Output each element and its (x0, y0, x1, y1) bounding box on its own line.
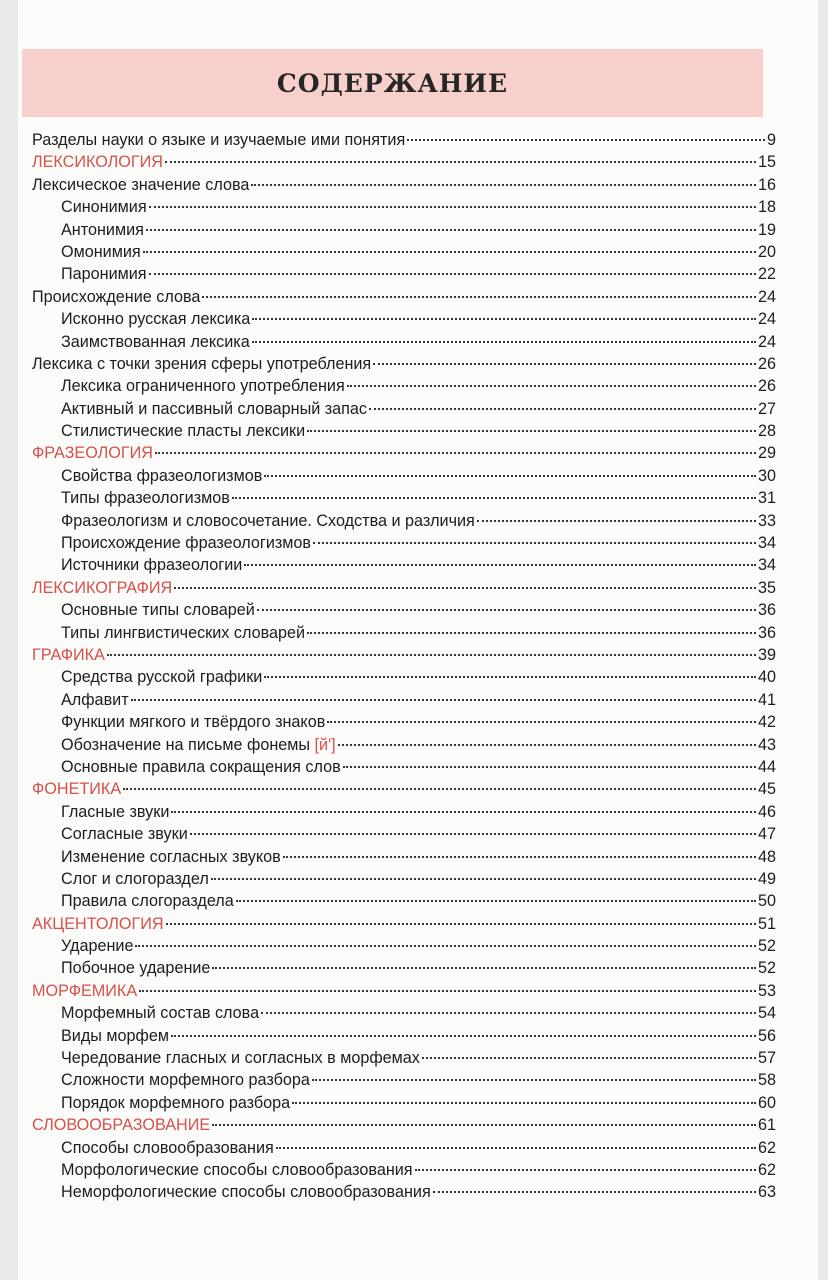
toc-page-number: 9 (766, 131, 776, 149)
leader-dots (244, 564, 756, 566)
toc-subentry[interactable] (32, 713, 776, 735)
leader-dots (307, 430, 756, 432)
toc-page-number: 27 (757, 399, 776, 418)
leader-dots (369, 408, 756, 410)
toc-subentry[interactable] (32, 1183, 776, 1205)
toc-page-number: 47 (757, 825, 776, 844)
toc-subentry[interactable] (32, 1094, 776, 1116)
toc-entry-label: Антонимия (61, 220, 144, 239)
toc-page-number: 20 (757, 242, 776, 261)
toc-subentry[interactable] (32, 1071, 776, 1093)
toc-entry-label: Происхождение слова (32, 287, 201, 306)
toc-subentry[interactable] (32, 937, 776, 959)
toc-entry-label: Алфавит (61, 690, 129, 709)
leader-dots (292, 1102, 756, 1104)
toc-page-number: 15 (757, 153, 776, 172)
leader-dots (143, 251, 756, 253)
leader-dots (276, 1147, 756, 1149)
toc-page-number: 52 (757, 937, 776, 956)
toc-entry-label: Типы фразеологизмов (61, 489, 230, 508)
toc-page-number: 49 (757, 869, 776, 888)
toc-entry-label: Чередование гласных и согласных в морфемах (61, 1049, 420, 1068)
toc-subentry[interactable] (32, 512, 776, 534)
toc-subentry[interactable] (32, 848, 776, 870)
leader-dots (433, 1191, 756, 1193)
toc-entry-label: Виды морфем (61, 1026, 170, 1045)
toc-entry[interactable] (32, 176, 776, 198)
toc-section[interactable] (32, 1116, 776, 1138)
toc-page-number: 28 (757, 422, 776, 441)
toc-entry-label: Ударение (61, 937, 134, 956)
leader-dots (252, 341, 756, 343)
toc-subentry[interactable] (32, 736, 776, 758)
page-title: СОДЕРЖАНИЕ (276, 68, 509, 98)
toc-page-number: 54 (757, 1004, 776, 1023)
toc-page-number: 60 (757, 1093, 776, 1112)
toc-entry-label: Типы лингвистических словарей (61, 623, 306, 642)
toc-subentry[interactable] (32, 467, 776, 489)
leader-dots (327, 721, 756, 723)
toc-entry-label: Согласные звуки (61, 825, 188, 844)
toc-subentry[interactable] (32, 624, 776, 646)
toc-section-label: СЛОВООБРАЗОВАНИЕ (32, 1116, 211, 1135)
toc-entry-label: Свойства фразеологизмов (61, 466, 263, 485)
toc-page-number: 39 (757, 645, 776, 664)
leader-dots (422, 1057, 756, 1059)
leader-dots (202, 296, 756, 298)
leader-dots (283, 856, 756, 858)
toc-entry-label: Гласные звуки (61, 802, 170, 821)
toc-subentry[interactable] (32, 310, 776, 332)
toc-page-number: 36 (757, 623, 776, 642)
toc-section[interactable] (32, 579, 776, 601)
toc-entry-label: Исконно русская лексика (61, 310, 251, 329)
leader-dots (149, 206, 756, 208)
leader-dots (135, 945, 756, 947)
toc-entry-label: Средства русской графики (61, 668, 263, 687)
leader-dots (347, 385, 756, 387)
toc-section[interactable] (32, 646, 776, 668)
toc-entry[interactable] (32, 355, 776, 377)
toc-subentry[interactable] (32, 825, 776, 847)
leader-dots (155, 452, 756, 454)
leader-dots (415, 1169, 756, 1171)
toc-page-number: 24 (757, 310, 776, 329)
toc-page-number: 34 (757, 556, 776, 575)
table-of-contents (32, 131, 776, 1206)
toc-subentry[interactable] (32, 1027, 776, 1049)
toc-subentry[interactable] (32, 758, 776, 780)
toc-page-number: 62 (757, 1160, 776, 1179)
toc-page-number: 45 (757, 780, 776, 799)
leader-dots (139, 990, 756, 992)
toc-entry[interactable] (32, 288, 776, 310)
toc-entry-label: Основные правила сокращения слов (61, 757, 341, 776)
leader-dots (171, 811, 756, 813)
toc-section[interactable] (32, 444, 776, 466)
toc-page-number: 52 (757, 959, 776, 978)
toc-entry-label: Синонимия (61, 198, 147, 217)
toc-section-label: ЛЕКСИКОГРАФИЯ (32, 578, 173, 597)
leader-dots (373, 363, 756, 365)
leader-dots (146, 229, 756, 231)
toc-entry-label: Лексическое значение слова (32, 175, 250, 194)
toc-entry-label: Морфологические способы словообразования (61, 1160, 413, 1179)
toc-subentry[interactable] (32, 870, 776, 892)
toc-subentry[interactable] (32, 668, 776, 690)
leader-dots (251, 184, 756, 186)
toc-page-number: 51 (757, 914, 776, 933)
toc-page-number: 53 (757, 981, 776, 1000)
leader-dots (212, 1124, 756, 1126)
leader-dots (338, 744, 756, 746)
toc-section-label: МОРФЕМИКА (32, 981, 138, 1000)
toc-section-label: ГРАФИКА (32, 645, 105, 664)
toc-entry-label-text: Обозначение на письме фонемы (61, 735, 311, 754)
toc-entry-label: Фразеологизм и словосочетание. Сходства и различия (61, 511, 475, 530)
toc-subentry[interactable] (32, 556, 776, 578)
leader-dots (343, 766, 756, 768)
toc-entry-label: Правила слогораздела (61, 892, 234, 911)
toc-page-number: 63 (757, 1183, 776, 1202)
toc-subentry[interactable] (32, 1049, 776, 1071)
toc-page-number: 40 (757, 668, 776, 687)
toc-entry-label: Лексика с точки зрения сферы употребления (32, 354, 372, 373)
toc-page-number: 46 (757, 802, 776, 821)
toc-entry-label: Побочное ударение (61, 959, 211, 978)
toc-subentry[interactable] (32, 422, 776, 444)
toc-entry-label: Паронимия (61, 265, 147, 284)
toc-entry-label: Изменение согласных звуков (61, 847, 281, 866)
leader-dots (257, 609, 756, 611)
toc-subentry[interactable] (32, 1004, 776, 1026)
toc-page-number: 26 (757, 377, 776, 396)
toc-entry-label (61, 736, 336, 755)
leader-dots (171, 1035, 756, 1037)
toc-entry-label: Источники фразеологии (61, 556, 243, 575)
toc-entry-label: Сложности морфемного разбора (61, 1071, 310, 1090)
toc-page-number: 56 (757, 1026, 776, 1045)
leader-dots (407, 139, 765, 141)
toc-page-number: 41 (757, 690, 776, 709)
toc-page-number: 19 (757, 220, 776, 239)
toc-entry-label: Неморфологические способы словообразования (61, 1183, 431, 1202)
toc-entry-label: Функции мягкого и твёрдого знаков (61, 713, 326, 732)
toc-entry-label: Слог и слогораздел (61, 869, 209, 888)
toc-page-number: 29 (757, 444, 776, 463)
leader-dots (264, 676, 756, 678)
toc-page-number: 44 (757, 757, 776, 776)
leader-dots (211, 878, 756, 880)
toc-subentry[interactable] (32, 377, 776, 399)
toc-subentry[interactable] (32, 1139, 776, 1161)
toc-subentry[interactable] (32, 691, 776, 713)
book-page (18, 0, 818, 1280)
toc-page-number: 22 (757, 265, 776, 284)
toc-entry-label: Разделы науки о языке и изучаемые ими понятия (32, 131, 406, 149)
toc-subentry[interactable] (32, 243, 776, 265)
toc-page-number: 58 (757, 1071, 776, 1090)
leader-dots (107, 654, 756, 656)
leader-dots (252, 318, 756, 320)
toc-page-number: 62 (757, 1138, 776, 1157)
toc-section-label: ЛЕКСИКОЛОГИЯ (32, 153, 163, 172)
toc-section[interactable] (32, 780, 776, 802)
toc-entry-label: Основные типы словарей (61, 601, 255, 620)
toc-page-number: 24 (757, 287, 776, 306)
leader-dots (307, 632, 756, 634)
toc-subentry[interactable] (32, 1161, 776, 1183)
leader-dots (149, 273, 756, 275)
toc-section[interactable] (32, 915, 776, 937)
toc-entry[interactable] (32, 131, 776, 153)
toc-subentry[interactable] (32, 534, 776, 556)
toc-page-number: 35 (757, 578, 776, 597)
toc-page-number: 42 (757, 713, 776, 732)
leader-dots (232, 497, 756, 499)
leader-dots (312, 1079, 756, 1081)
toc-subentry[interactable] (32, 198, 776, 220)
leader-dots (131, 699, 756, 701)
toc-page-number: 34 (757, 534, 776, 553)
toc-page-number: 57 (757, 1049, 776, 1068)
leader-dots (166, 923, 756, 925)
toc-subentry[interactable] (32, 489, 776, 511)
toc-page-number: 31 (757, 489, 776, 508)
toc-page-number: 43 (757, 735, 776, 754)
toc-subentry[interactable] (32, 959, 776, 981)
toc-entry-label: Лексика ограниченного употребления (61, 377, 345, 396)
toc-section-label: АКЦЕНТОЛОГИЯ (32, 914, 164, 933)
leader-dots (313, 542, 756, 544)
toc-entry-label: Омонимия (61, 242, 141, 261)
toc-subentry[interactable] (32, 221, 776, 243)
toc-page-number: 61 (757, 1116, 776, 1135)
leader-dots (212, 967, 756, 969)
toc-page-number: 50 (757, 892, 776, 911)
toc-subentry[interactable] (32, 265, 776, 287)
leader-dots (261, 1012, 756, 1014)
toc-entry-label: Активный и пассивный словарный запас (61, 399, 368, 418)
toc-entry-label: Порядок морфемного разбора (61, 1093, 291, 1112)
toc-page-number: 16 (757, 175, 776, 194)
toc-page-number: 36 (757, 601, 776, 620)
toc-page-number: 48 (757, 847, 776, 866)
toc-page-number: 30 (757, 466, 776, 485)
toc-section-label: ФОНЕТИКА (32, 780, 122, 799)
toc-page-number: 24 (757, 332, 776, 351)
toc-subentry[interactable] (32, 803, 776, 825)
toc-subentry[interactable] (32, 601, 776, 623)
toc-page-number: 33 (757, 511, 776, 530)
leader-dots (165, 161, 756, 163)
toc-section-label: ФРАЗЕОЛОГИЯ (32, 444, 153, 463)
toc-subentry[interactable] (32, 333, 776, 355)
leader-dots (123, 788, 756, 790)
toc-subentry[interactable] (32, 892, 776, 914)
leader-dots (477, 520, 756, 522)
toc-entry-label: Стилистические пласты лексики (61, 422, 306, 441)
toc-entry-label: Способы словообразования (61, 1138, 274, 1157)
leader-dots (264, 475, 756, 477)
toc-entry-label: Морфемный состав слова (61, 1004, 260, 1023)
toc-section[interactable] (32, 982, 776, 1004)
toc-entry-label: Происхождение фразеологизмов (61, 534, 312, 553)
leader-dots (190, 833, 756, 835)
toc-page-number: 18 (757, 198, 776, 217)
toc-section[interactable] (32, 153, 776, 175)
leader-dots (236, 900, 756, 902)
phoneme-notation: [й'] (314, 735, 336, 754)
toc-entry-label: Заимствованная лексика (61, 332, 250, 351)
title-banner (22, 49, 763, 117)
toc-page-number: 26 (757, 354, 776, 373)
toc-subentry[interactable] (32, 400, 776, 422)
leader-dots (174, 587, 756, 589)
